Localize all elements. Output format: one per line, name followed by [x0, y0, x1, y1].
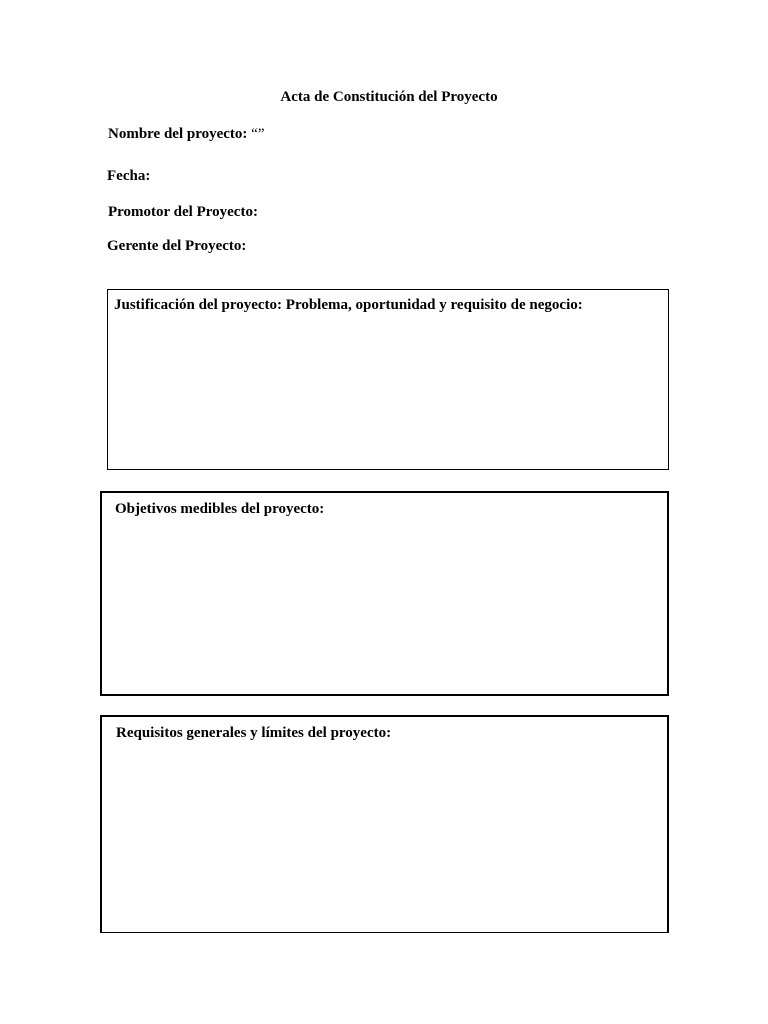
objectives-label: Objetivos medibles del proyecto: [115, 501, 325, 517]
requirements-box [100, 715, 669, 933]
justification-label: Justificación del proyecto: Problema, oportunidad y requisito de negocio: [114, 297, 583, 313]
justification-box [107, 289, 669, 470]
document-title: Acta de Constitución del Proyecto [280, 89, 498, 105]
sponsor-field [108, 204, 258, 221]
requirements-label: Requisitos generales y límites del proyecto: [116, 725, 392, 741]
project-name-field [108, 126, 265, 143]
project-name-label: Nombre del proyecto: [108, 126, 248, 142]
manager-label: Gerente del Proyecto: [107, 238, 247, 254]
sponsor-label: Promotor del Proyecto: [108, 204, 258, 220]
project-name-value: “” [251, 126, 265, 142]
date-field [107, 168, 150, 185]
manager-field [107, 238, 246, 255]
objectives-box [100, 491, 669, 696]
date-label: Fecha: [107, 168, 151, 184]
